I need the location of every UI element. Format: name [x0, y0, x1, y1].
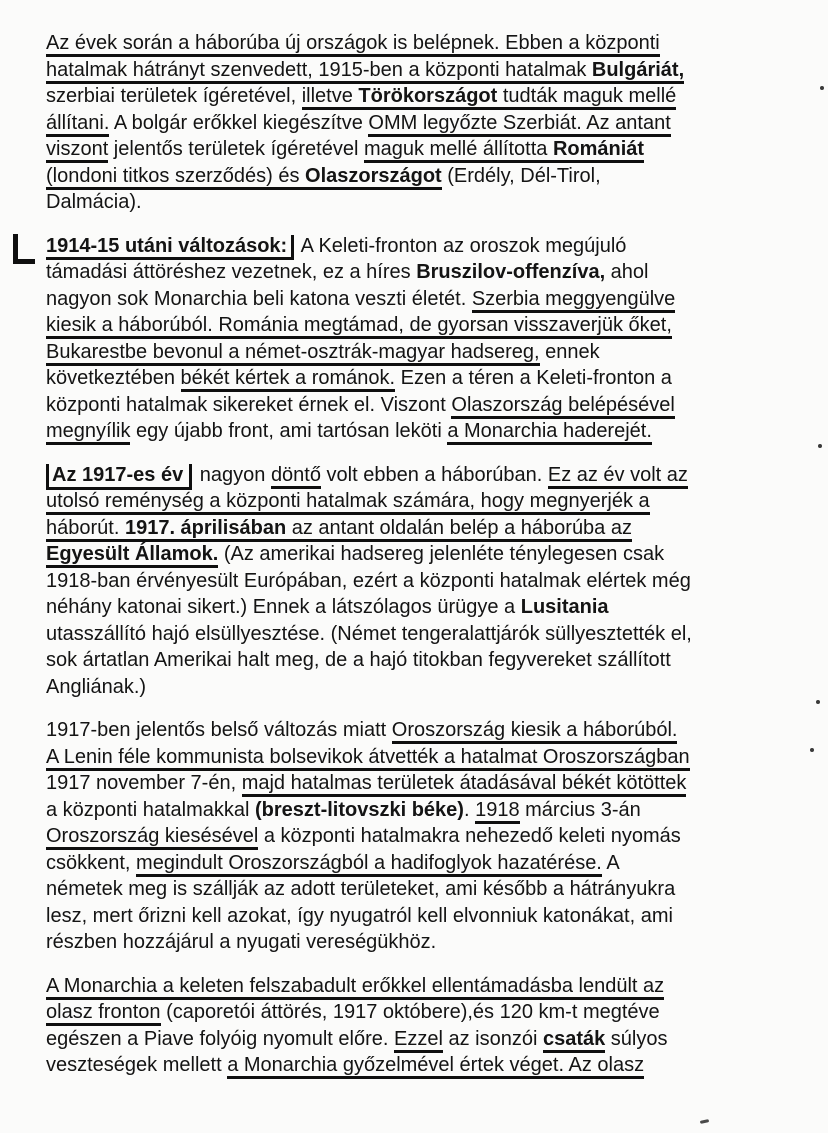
text-line	[46, 1026, 820, 1053]
text-line	[46, 83, 820, 110]
text-segment: háborút.	[46, 517, 125, 542]
paragraph	[46, 233, 820, 445]
scan-artifact-dot	[816, 700, 820, 704]
text-segment: sok ártatlan Amerikai halt meg, de a hajó titokban fegyvereket szállított	[46, 649, 671, 671]
text-segment: nagyon sok Monarchia beli katona veszti életét.	[46, 287, 472, 310]
text-line	[46, 392, 820, 419]
text-line	[46, 903, 820, 930]
text-segment: kiesik a háborúból. Románia megtámad, de gyorsan visszaverjük őket,	[46, 314, 672, 339]
text-line	[46, 1052, 820, 1079]
text-line	[46, 286, 820, 313]
text-line	[46, 823, 820, 850]
highlighted-term: (breszt-litovszki béke)	[255, 798, 464, 821]
text-line	[46, 568, 820, 595]
text-line	[46, 647, 820, 674]
text-segment: támadási áttöréshez vezetnek, ez a híres	[46, 261, 417, 283]
text-segment: (londoni titkos szerződés) és	[46, 165, 305, 190]
text-line	[46, 973, 820, 1000]
text-line	[46, 57, 820, 84]
text-line	[46, 770, 820, 797]
text-segment: Oroszország kiesik a háborúból.	[392, 719, 678, 744]
highlighted-term: 1914-15 utáni változások:	[46, 235, 294, 260]
text-segment: lesz, mert őrizni kell azokat, így nyugatról kell elvonniuk katonákat, ami	[46, 904, 673, 927]
text-segment: viszont	[46, 138, 108, 163]
text-segment: állítani.	[46, 112, 109, 137]
text-line	[46, 110, 820, 137]
text-segment: a központi hatalmakra nehezedő keleti nyomás	[258, 825, 681, 847]
text-segment: A Lenin féle kommunista bolsevikok átvették a hatalmat Oroszországban	[46, 746, 690, 771]
text-segment: A Monarchia a keleten felszabadult erőkkel ellentámadásba lendült az	[46, 975, 664, 1000]
margin-bracket-mark	[13, 234, 35, 264]
text-segment: következtében	[46, 367, 181, 389]
text-line	[46, 163, 820, 190]
text-segment: részben hozzájárul a nyugati vereségükhöz.	[46, 931, 437, 953]
text-segment: Angliának.)	[46, 675, 147, 698]
text-segment: A bolgár erőkkel kiegészítve	[109, 111, 369, 134]
text-line	[46, 744, 820, 771]
text-segment: egy újabb front, ami tartósan leköti	[130, 420, 448, 442]
text-segment: az isonzói	[442, 1027, 543, 1050]
text-segment: központi hatalmak sikereket érnek el. Viszont	[46, 393, 452, 416]
highlighted-term: csaták	[543, 1028, 605, 1053]
text-line	[46, 717, 820, 744]
text-segment: néhány katonai sikert.) Ennek a látszólagos ürügye a	[46, 596, 521, 618]
highlighted-term: 1917. áprilisában	[125, 517, 286, 542]
text-segment: utasszállító hajó elsüllyesztése. (Német tengeralattjárók süllyesztették el,	[46, 622, 692, 645]
text-segment: a központi hatalmakkal	[46, 798, 256, 821]
text-segment: egészen a Piave folyóig nyomult előre.	[46, 1027, 394, 1050]
text-line	[46, 850, 820, 877]
text-segment: A Keleti-fronton az oroszok megújuló	[296, 234, 627, 257]
text-segment: Bukarestbe bevonul a német-osztrák-magyar hadsereg,	[46, 341, 540, 366]
text-line	[46, 233, 820, 260]
text-segment: veszteségek mellett	[46, 1054, 228, 1076]
text-segment: jelentős területek ígéretével	[108, 138, 364, 160]
text-line	[46, 797, 820, 824]
text-segment: szerbiai területek ígéretével,	[46, 85, 302, 107]
text-segment: illetve	[302, 85, 359, 110]
highlighted-term: Romániát	[553, 138, 644, 163]
text-segment: (Erdély, Dél-Tirol,	[441, 164, 601, 187]
text-line	[46, 876, 820, 903]
highlighted-term: Bruszilov-offenzíva,	[416, 261, 606, 283]
text-line	[46, 999, 820, 1026]
text-segment: súlyos	[605, 1027, 668, 1050]
text-line	[46, 621, 820, 648]
text-segment: majd hatalmas területek átadásával békét kötöttek	[242, 772, 687, 797]
text-segment: hatalmak hátrányt szenvedett, 1915-ben a központi hatalmak	[46, 59, 592, 84]
scan-artifact-dot	[820, 86, 824, 90]
scan-artifact-mark	[700, 1119, 709, 1124]
text-segment: március 3-án	[519, 798, 641, 821]
scan-artifact-dot	[810, 748, 814, 752]
text-segment: megindult Oroszországból a hadifoglyok hazatérése.	[136, 852, 602, 877]
text-segment: Az évek során a háborúba új országok is belépnek. Ebben a központi	[46, 32, 660, 57]
text-segment: Olaszország belépésével	[451, 394, 674, 419]
text-segment: csökkent,	[46, 851, 137, 874]
text-segment: az antant oldalán belép a háborúba az	[286, 517, 632, 542]
text-line	[46, 488, 820, 515]
text-segment: németek meg is szállják az adott területeket, ami később a hátrányukra	[46, 878, 676, 900]
text-segment: megnyílik	[46, 420, 130, 445]
text-segment: döntő	[271, 464, 321, 489]
paragraph	[46, 30, 820, 216]
text-segment: 1918	[475, 799, 520, 824]
text-line	[46, 462, 820, 489]
highlighted-term: Az 1917-es év	[46, 464, 192, 490]
text-line	[46, 136, 820, 163]
text-segment: ennek	[539, 340, 600, 363]
text-segment: Ezen a téren a Keleti-fronton a	[395, 367, 672, 389]
text-segment: olasz fronton	[46, 1001, 161, 1026]
text-segment: Dalmácia).	[46, 191, 142, 213]
text-segment: ahol	[605, 261, 649, 283]
text-segment: 1917 november 7-én,	[46, 772, 242, 794]
scan-artifact-dot	[818, 444, 822, 448]
text-segment: (caporetói áttörés, 1917 októbere),és 120 km-t megtéve	[160, 1001, 660, 1023]
text-line	[46, 189, 820, 216]
text-segment: tudták maguk mellé	[497, 85, 676, 110]
paragraph	[46, 973, 820, 1079]
text-segment: Oroszország kiesésével	[46, 825, 258, 850]
text-segment: volt ebben a háborúban.	[321, 463, 548, 486]
text-segment: békét kértek a románok.	[181, 367, 396, 392]
text-segment: Szerbia meggyengülve	[472, 288, 675, 313]
text-line	[46, 312, 820, 339]
paragraph	[46, 717, 820, 956]
text-line	[46, 541, 820, 568]
text-segment: maguk mellé állította	[364, 138, 553, 163]
text-segment: 1918-ban érvényesült Európában, ezért a központi hatalmak elértek még	[46, 569, 691, 592]
text-line	[46, 259, 820, 286]
text-segment: nagyon	[194, 463, 271, 486]
text-segment: Ez az év volt az	[548, 464, 688, 489]
text-line	[46, 674, 820, 701]
text-segment: OMM legyőzte Szerbiát. Az antant	[368, 112, 670, 137]
text-line	[46, 594, 820, 621]
text-line	[46, 418, 820, 445]
text-segment: .	[463, 798, 476, 821]
highlighted-term: Olaszországot	[305, 165, 442, 190]
text-segment: a Monarchia győzelmével értek véget. Az olasz	[227, 1054, 644, 1079]
highlighted-term: Bulgáriát,	[592, 59, 684, 84]
text-line	[46, 515, 820, 542]
text-line	[46, 30, 820, 57]
document-content	[46, 30, 820, 1079]
text-line	[46, 365, 820, 392]
paragraph	[46, 462, 820, 701]
text-segment: (Az amerikai hadsereg jelenléte ténylegesen csak	[218, 543, 665, 565]
text-segment: A	[601, 851, 620, 874]
highlighted-term: Lusitania	[520, 596, 609, 618]
text-line	[46, 929, 820, 956]
highlighted-term: Törökországot	[358, 85, 497, 110]
text-segment: Ezzel	[394, 1028, 443, 1053]
text-segment: utolsó reménység a központi hatalmak számára, hogy megnyerjék a	[46, 490, 650, 515]
text-line	[46, 339, 820, 366]
highlighted-term: Egyesült Államok.	[46, 543, 218, 568]
text-segment: a Monarchia haderejét.	[447, 420, 652, 445]
text-segment: 1917-ben jelentős belső változás miatt	[46, 719, 392, 741]
